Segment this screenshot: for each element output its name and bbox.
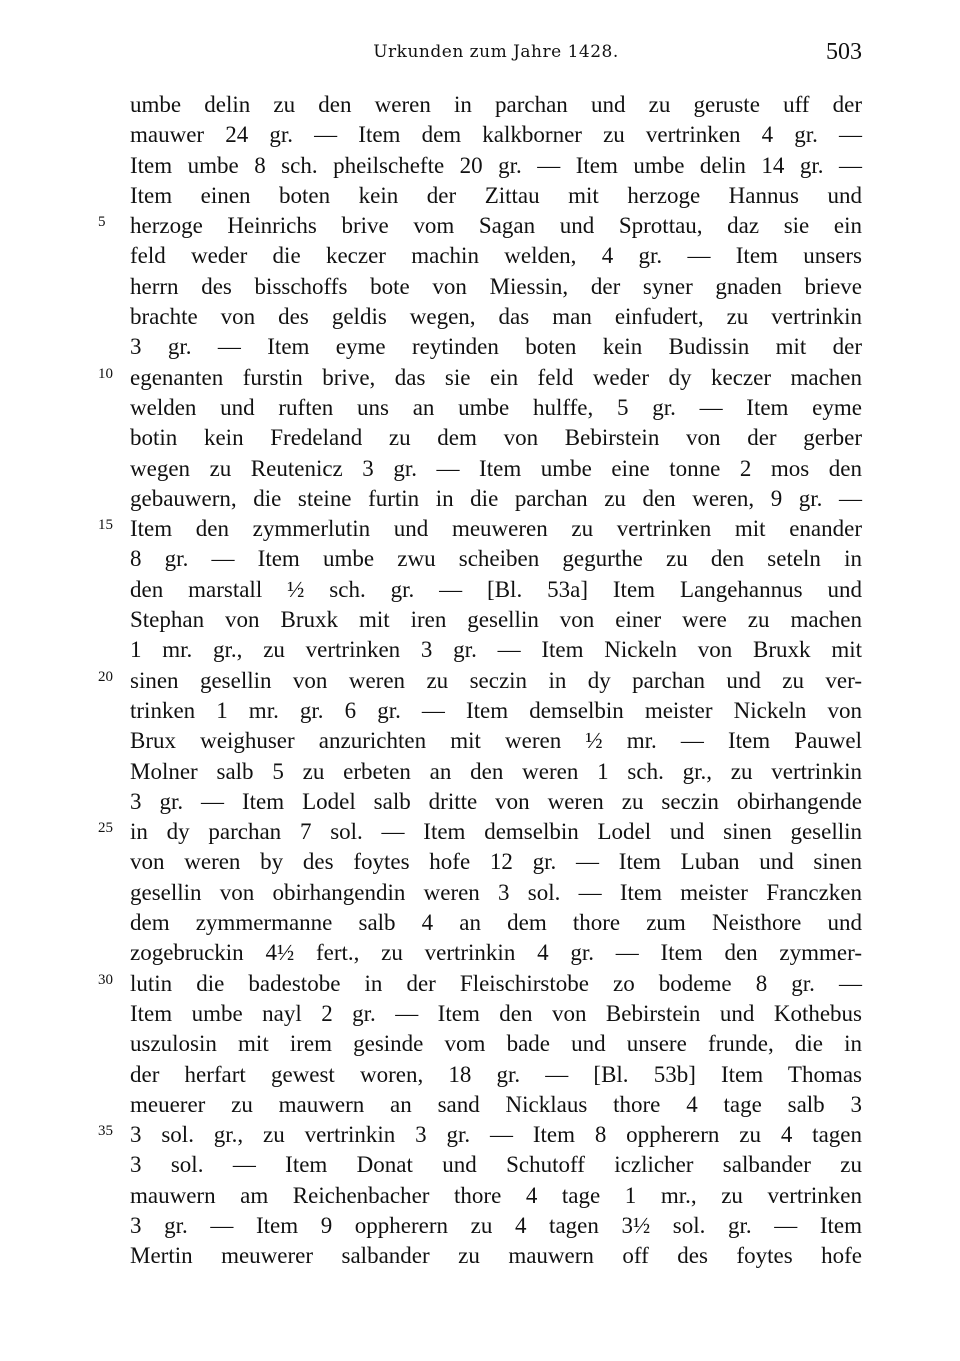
line-text: Brux weighuser anzurichten mit weren ½ mr. — Item Pauwel xyxy=(130,728,862,754)
page-header xyxy=(130,39,862,76)
text-line xyxy=(0,817,960,847)
text-line xyxy=(0,120,960,150)
text-line xyxy=(0,938,960,968)
line-text: botin kein Fredeland zu dem von Bebirstein von der gerber xyxy=(130,425,862,451)
line-text: trinken 1 mr. gr. 6 gr. — Item demselbin meister Nickeln von xyxy=(130,697,862,723)
line-number: 5 xyxy=(98,214,106,231)
document-body xyxy=(0,90,960,1272)
text-line xyxy=(0,908,960,938)
line-number: 10 xyxy=(98,365,113,382)
text-line xyxy=(0,878,960,908)
line-text: dem zymmermanne salb 4 an dem thore zum Neisthore und xyxy=(130,910,862,936)
line-text: wegen zu Reutenicz 3 gr. — Item umbe eine tonne 2 mos den xyxy=(130,455,862,481)
running-head: Urkunden zum Jahre 1428. xyxy=(373,42,619,62)
line-text: Mertin meuwerer salbander zu mauwern off des foytes hofe xyxy=(130,1243,862,1269)
text-line xyxy=(0,332,960,362)
text-line xyxy=(0,696,960,726)
line-number: 25 xyxy=(98,820,113,837)
line-text: Item den zymmerlutin und meuweren zu vertrinken mit enander xyxy=(130,516,862,542)
line-text: 3 gr. — Item 9 oppherern zu 4 tagen 3½ sol. gr. — Item xyxy=(130,1212,862,1238)
text-line xyxy=(0,1181,960,1211)
line-text: 8 gr. — Item umbe zwu scheiben gegurthe zu den seteln in xyxy=(130,546,862,572)
text-line xyxy=(0,1211,960,1241)
text-line xyxy=(0,1241,960,1271)
text-line xyxy=(0,635,960,665)
text-line xyxy=(0,757,960,787)
line-text: Molner salb 5 zu erbeten an den weren 1 sch. gr., zu vertrinkin xyxy=(130,758,862,784)
line-text: von weren by des foytes hofe 12 gr. — Item Luban und sinen xyxy=(130,849,862,875)
line-text: in dy parchan 7 sol. — Item demselbin Lodel und sinen gesellin xyxy=(130,819,862,845)
page-number: 503 xyxy=(826,39,862,65)
line-text: 3 sol. gr., zu vertrinkin 3 gr. — Item 8 oppherern zu 4 tagen xyxy=(130,1122,862,1148)
text-line xyxy=(0,151,960,181)
text-line xyxy=(0,181,960,211)
line-text: welden und ruften uns an umbe hulffe, 5 gr. — Item eyme xyxy=(130,394,862,420)
text-line xyxy=(0,544,960,574)
line-text: lutin die badestobe in der Fleischirstobe zo bodeme 8 gr. — xyxy=(130,970,862,996)
line-text: umbe delin zu den weren in parchan und zu geruste uff der xyxy=(130,92,862,117)
line-number: 20 xyxy=(98,668,113,685)
line-text: Item einen boten kein der Zittau mit herzoge Hannus und xyxy=(130,182,862,208)
text-line xyxy=(0,787,960,817)
line-text: egenanten furstin brive, das sie ein feld weder dy keczer machen xyxy=(130,364,862,390)
line-number: 35 xyxy=(98,1123,113,1140)
line-text: zogebruckin 4½ fert., zu vertrinkin 4 gr. — Item den zymmer- xyxy=(130,940,862,966)
text-line xyxy=(0,514,960,544)
text-line xyxy=(0,393,960,423)
text-line xyxy=(0,241,960,271)
text-line xyxy=(0,605,960,635)
text-line xyxy=(0,484,960,514)
text-line xyxy=(0,1090,960,1120)
text-line xyxy=(0,1060,960,1090)
text-line xyxy=(0,1150,960,1180)
line-text: feld weder die keczer machin welden, 4 gr. — Item unsers xyxy=(130,243,862,269)
text-line xyxy=(0,847,960,877)
line-text: 3 sol. — Item Donat und Schutoff iczlicher salbander zu xyxy=(130,1152,862,1178)
line-text: herrn des bisschoffs bote von Miessin, der syner gnaden brieve xyxy=(130,273,862,299)
text-line xyxy=(0,666,960,696)
text-line xyxy=(0,423,960,453)
line-text: 3 gr. — Item Lodel salb dritte von weren zu seczin obirhangende xyxy=(130,788,862,814)
line-text: den marstall ½ sch. gr. — [Bl. 53a] Item Langehannus und xyxy=(130,576,862,602)
line-text: meuerer zu mauwern an sand Nicklaus thore 4 tage salb 3 xyxy=(130,1091,862,1117)
text-line xyxy=(0,726,960,756)
text-line xyxy=(0,272,960,302)
text-line xyxy=(0,1029,960,1059)
text-line xyxy=(0,211,960,241)
line-text: gebauwern, die steine furtin in die parchan zu den weren, 9 gr. — xyxy=(130,485,862,511)
text-line xyxy=(0,999,960,1029)
line-text: herzoge Heinrichs brive vom Sagan und Sprottau, daz sie ein xyxy=(130,213,862,239)
line-text: uszulosin mit irem gesinde vom bade und unsere frunde, die in xyxy=(130,1031,862,1057)
text-line xyxy=(0,575,960,605)
text-line xyxy=(0,1120,960,1150)
text-line xyxy=(0,302,960,332)
text-line xyxy=(0,969,960,999)
line-text: brachte von des geldis wegen, das man einfudert, zu vertrinkin xyxy=(130,304,862,330)
text-line xyxy=(0,363,960,393)
line-number: 30 xyxy=(98,971,113,988)
line-number: 15 xyxy=(98,517,113,534)
line-text: 3 gr. — Item eyme reytinden boten kein Budissin mit der xyxy=(130,334,862,360)
text-line xyxy=(0,454,960,484)
line-text: mauwer 24 gr. — Item dem kalkborner zu vertrinken 4 gr. — xyxy=(130,122,862,148)
text-line xyxy=(0,90,960,120)
line-text: Item umbe nayl 2 gr. — Item den von Bebirstein und Kothebus xyxy=(130,1000,862,1026)
line-text: 1 mr. gr., zu vertrinken 3 gr. — Item Nickeln von Bruxk mit xyxy=(130,637,862,663)
line-text: der herfart gewest woren, 18 gr. — [Bl. 53b] Item Thomas xyxy=(130,1061,862,1087)
line-text: mauwern am Reichenbacher thore 4 tage 1 mr., zu vertrinken xyxy=(130,1182,862,1208)
line-text: gesellin von obirhangendin weren 3 sol. — Item meister Franczken xyxy=(130,879,862,905)
line-text: sinen gesellin von weren zu seczin in dy parchan und zu ver- xyxy=(130,667,862,693)
line-text: Item umbe 8 sch. pheilschefte 20 gr. — Item umbe delin 14 gr. — xyxy=(130,152,862,178)
line-text: Stephan von Bruxk mit iren gesellin von einer were zu machen xyxy=(130,607,862,633)
